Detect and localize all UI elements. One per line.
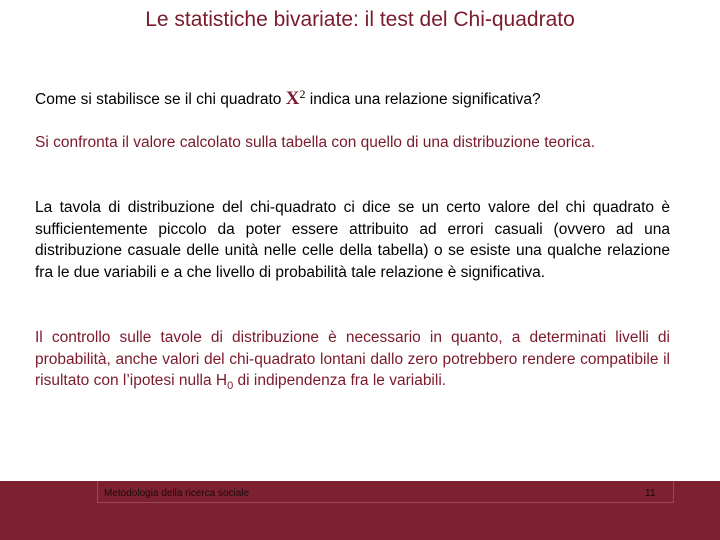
paragraph-probability-levels-end: di indipendenza fra le variabili.	[233, 372, 447, 389]
paragraph-probability-levels	[35, 327, 670, 392]
question-text-start: Come si stabilisce se il chi quadrato	[35, 91, 286, 108]
question-text	[35, 88, 685, 111]
paragraph-probability-levels-start: Il controllo sulle tavole di distribuzione è necessario in quanto, a determinati livelli di probabilità, anche valori del chi-quadrato lontani dallo zero potrebbero rendere compatibile il risultato con l’ipotesi nulla H	[35, 329, 670, 389]
null-hypothesis-subscript: 0	[227, 380, 234, 393]
chi-square-exponent: 2	[299, 86, 306, 101]
paragraph-comparison: Si confronta il valore calcolato sulla tabella con quello di una distribuzione teorica.	[35, 134, 596, 151]
question-text-end: indica una relazione significativa?	[305, 91, 541, 108]
slide-title: Le statistiche bivariate: il test del Chi-quadrato	[145, 8, 575, 31]
paragraph-distribution-table: La tavola di distribuzione del chi-quadrato ci dice se un certo valore del chi quadrato è sufficientemente piccolo da poter essere attribuito ad errori casuali (ovvero ad una distribuzione casuale delle unità nelle celle della tabella) o se esiste una qualche relazione fra le due variabili e a che livello di probabilità tale relazione è significativa.	[35, 199, 670, 281]
page-number: 11	[645, 488, 656, 499]
chi-square-symbol: X	[285, 88, 300, 109]
footer-course-name: Metodologia della ricerca sociale	[104, 488, 250, 499]
